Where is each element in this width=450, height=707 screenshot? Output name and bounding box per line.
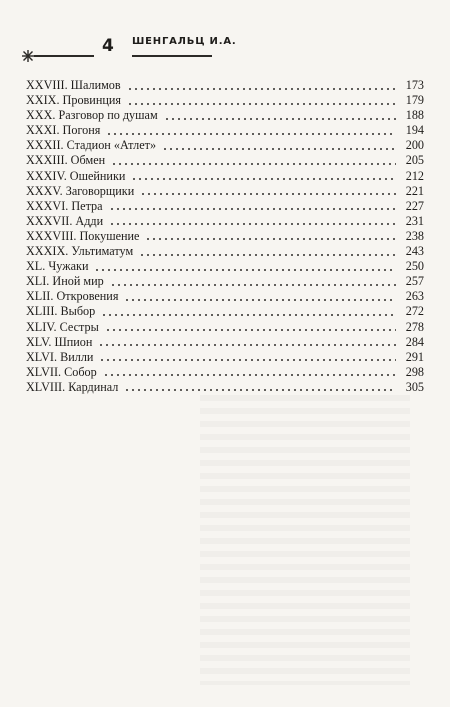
- toc-title: XLIV. Сестры: [26, 319, 99, 334]
- toc-entry: [26, 93, 424, 108]
- page-header: [22, 30, 428, 60]
- toc-entry: [26, 274, 424, 289]
- toc-title: XXXVII. Адди: [26, 213, 104, 228]
- toc-page: 194: [405, 123, 424, 138]
- toc-page: 257: [405, 274, 424, 289]
- toc-leader: [124, 299, 396, 301]
- toc-page: 173: [405, 78, 424, 92]
- toc-entry: [26, 335, 424, 350]
- toc-entry: [26, 169, 424, 184]
- toc-leader: [94, 269, 396, 271]
- toc-leader: [109, 208, 396, 210]
- toc-entry: [26, 259, 424, 274]
- toc-entry: [26, 78, 424, 93]
- toc-entry: [26, 289, 424, 304]
- toc-leader: [111, 163, 396, 165]
- toc-title: XXXV. Заговорщики: [26, 183, 135, 198]
- toc-title: XXXIX. Ультиматум: [26, 244, 134, 259]
- toc-entry: [26, 350, 424, 365]
- toc-entry: [26, 123, 424, 138]
- toc-page: 250: [405, 259, 424, 274]
- toc-title: XLIII. Выбор: [26, 304, 96, 319]
- toc-leader: [139, 254, 396, 256]
- toc-entry: [26, 380, 424, 395]
- toc-page: 227: [405, 198, 424, 213]
- toc-leader: [109, 223, 396, 225]
- header-rule-left: [34, 55, 94, 57]
- toc-page: 243: [405, 244, 424, 259]
- table-of-contents: [26, 78, 424, 395]
- toc-leader: [145, 238, 396, 240]
- toc-entry: [26, 320, 424, 335]
- toc-leader: [127, 88, 396, 90]
- toc-leader: [101, 314, 396, 316]
- toc-entry: [26, 153, 424, 168]
- toc-page: 212: [405, 168, 424, 183]
- toc-title: XLVI. Вилли: [26, 349, 94, 364]
- toc-page: 238: [405, 228, 424, 243]
- toc-page: 231: [405, 213, 424, 228]
- toc-title: XXXIII. Обмен: [26, 153, 106, 168]
- toc-leader: [106, 133, 396, 135]
- star-ornament-icon: [22, 50, 34, 62]
- toc-leader: [127, 103, 396, 105]
- toc-title: XLVIII. Кардинал: [26, 379, 119, 394]
- toc-entry: [26, 365, 424, 380]
- toc-leader: [99, 359, 396, 361]
- toc-title: XXX. Разговор по душам: [26, 108, 158, 123]
- bleed-through-text: [200, 395, 410, 685]
- toc-title: XLV. Шпион: [26, 334, 93, 349]
- toc-leader: [103, 374, 396, 376]
- toc-leader: [105, 329, 396, 331]
- toc-entry: [26, 184, 424, 199]
- toc-page: 291: [405, 349, 424, 364]
- toc-title: XL. Чужаки: [26, 259, 89, 274]
- toc-leader: [162, 148, 396, 150]
- toc-page: 179: [405, 93, 424, 108]
- toc-title: XXXVI. Петра: [26, 198, 103, 213]
- toc-title: XXVIII. Шалимов: [26, 78, 121, 92]
- header-rule-right: [132, 55, 212, 57]
- toc-page: 284: [405, 334, 424, 349]
- toc-title: XLII. Откровения: [26, 289, 119, 304]
- toc-page: 205: [405, 153, 424, 168]
- toc-page: 278: [405, 319, 424, 334]
- toc-title: XLI. Иной мир: [26, 274, 104, 289]
- toc-page: 221: [405, 183, 424, 198]
- toc-title: XXXII. Стадион «Атлет»: [26, 138, 157, 153]
- toc-page: 272: [405, 304, 424, 319]
- toc-page: 298: [405, 364, 424, 379]
- toc-leader: [110, 284, 396, 286]
- toc-title: XXIX. Провинция: [26, 93, 121, 108]
- toc-title: XXXVIII. Покушение: [26, 228, 140, 243]
- running-head-author: ШЕНГАЛЬЦ И.А.: [132, 36, 237, 47]
- toc-entry: [26, 304, 424, 319]
- toc-leader: [98, 344, 396, 346]
- toc-leader: [164, 118, 396, 120]
- toc-leader: [131, 178, 396, 180]
- toc-leader: [124, 389, 396, 391]
- toc-title: XLVII. Собор: [26, 364, 97, 379]
- toc-page: 188: [405, 108, 424, 123]
- toc-leader: [140, 193, 396, 195]
- toc-entry: [26, 229, 424, 244]
- toc-page: 263: [405, 289, 424, 304]
- toc-entry: [26, 214, 424, 229]
- toc-title: XXXI. Погоня: [26, 123, 101, 138]
- toc-page: 200: [405, 138, 424, 153]
- toc-page: 305: [405, 379, 424, 394]
- toc-entry: [26, 244, 424, 259]
- toc-entry: [26, 199, 424, 214]
- toc-entry: [26, 138, 424, 153]
- page-number: 4: [102, 36, 114, 56]
- toc-title: XXXIV. Ошейники: [26, 168, 126, 183]
- toc-entry: [26, 108, 424, 123]
